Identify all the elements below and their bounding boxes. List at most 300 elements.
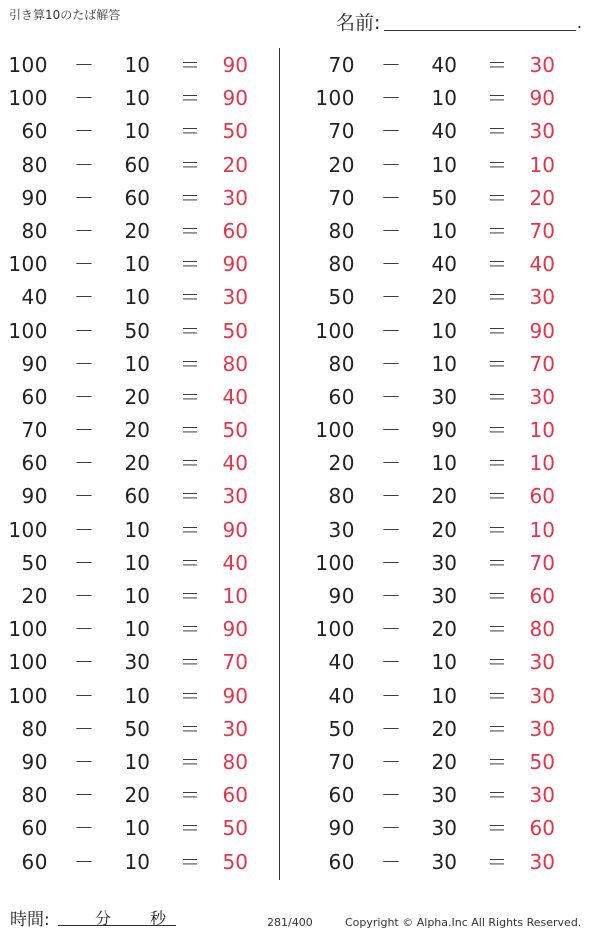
minuend: 20 (328, 152, 355, 177)
answer: 90 (222, 86, 248, 111)
minus-sign: － (74, 617, 94, 642)
answer: 70 (529, 550, 555, 575)
name-write-line (384, 30, 576, 31)
minuend: 50 (21, 550, 48, 575)
answer: 30 (529, 119, 555, 144)
answer: 70 (529, 351, 555, 376)
subtrahend: 10 (124, 617, 150, 642)
answer: 30 (529, 716, 555, 741)
subtrahend: 20 (124, 783, 150, 808)
minuend: 70 (21, 418, 48, 443)
equals-sign: ＝ (487, 783, 507, 808)
minus-sign: － (381, 86, 401, 111)
problem-row (8, 645, 263, 678)
equals-sign: ＝ (487, 683, 507, 708)
minuend: 60 (328, 384, 355, 409)
problem-row (315, 148, 570, 181)
problem-row (315, 546, 570, 579)
problem-row (315, 347, 570, 380)
problem-row (315, 513, 570, 546)
subtrahend: 10 (124, 816, 150, 841)
subtrahend: 10 (431, 218, 457, 243)
equals-sign: ＝ (487, 617, 507, 642)
equals-sign: ＝ (180, 351, 200, 376)
problem-row (315, 413, 570, 446)
minuend: 80 (21, 152, 48, 177)
equals-sign: ＝ (180, 484, 200, 509)
answer: 60 (529, 816, 555, 841)
answer: 50 (529, 749, 555, 774)
problem-row (315, 811, 570, 844)
minus-sign: － (74, 484, 94, 509)
minuend: 100 (315, 86, 355, 111)
answer: 40 (529, 252, 555, 277)
subtrahend: 20 (124, 418, 150, 443)
equals-sign: ＝ (180, 119, 200, 144)
problem-row (8, 579, 263, 612)
minus-sign: － (381, 716, 401, 741)
subtrahend: 40 (431, 119, 457, 144)
minuend: 50 (328, 285, 355, 310)
minuend: 40 (21, 285, 48, 310)
problem-row (8, 114, 263, 147)
equals-sign: ＝ (180, 783, 200, 808)
problem-row (8, 214, 263, 247)
subtrahend: 10 (124, 517, 150, 542)
time-label: 時間: (10, 910, 50, 930)
equals-sign: ＝ (487, 218, 507, 243)
subtrahend: 50 (431, 185, 457, 210)
subtrahend: 30 (431, 384, 457, 409)
subtrahend: 20 (431, 484, 457, 509)
problem-row (8, 81, 263, 114)
answer: 30 (222, 285, 248, 310)
equals-sign: ＝ (180, 318, 200, 343)
equals-sign: ＝ (180, 617, 200, 642)
minuend: 90 (328, 816, 355, 841)
equals-sign: ＝ (487, 418, 507, 443)
subtrahend: 10 (124, 550, 150, 575)
equals-sign: ＝ (487, 550, 507, 575)
equals-sign: ＝ (180, 384, 200, 409)
subtrahend: 50 (124, 716, 150, 741)
minus-sign: － (381, 119, 401, 144)
problem-row (315, 645, 570, 678)
equals-sign: ＝ (487, 584, 507, 608)
answer: 90 (222, 683, 248, 708)
seconds-unit: 秒 (150, 909, 167, 928)
equals-sign: ＝ (180, 185, 200, 210)
equals-sign: ＝ (487, 285, 507, 310)
answer: 90 (222, 252, 248, 277)
problem-row (8, 148, 263, 181)
problem-row (315, 778, 570, 811)
answer: 90 (222, 617, 248, 642)
minuend: 20 (328, 451, 355, 476)
minuend: 80 (328, 218, 355, 243)
equals-sign: ＝ (487, 650, 507, 675)
problem-row (8, 314, 263, 347)
answer: 30 (529, 683, 555, 708)
answer: 50 (222, 849, 248, 874)
answer: 60 (222, 783, 248, 808)
subtrahend: 10 (124, 351, 150, 376)
minus-sign: － (381, 816, 401, 841)
minus-sign: － (74, 716, 94, 741)
right-problem-column (315, 48, 570, 878)
minuend: 80 (21, 218, 48, 243)
equals-sign: ＝ (487, 252, 507, 277)
minuend: 60 (21, 119, 48, 144)
minus-sign: － (74, 152, 94, 177)
problem-row (8, 280, 263, 313)
subtrahend: 10 (124, 53, 150, 77)
answer: 30 (222, 716, 248, 741)
answer: 60 (529, 484, 555, 509)
subtrahend: 10 (124, 683, 150, 708)
minuend: 100 (8, 53, 48, 77)
equals-sign: ＝ (487, 351, 507, 376)
problem-row (315, 314, 570, 347)
answer: 90 (222, 517, 248, 542)
subtrahend: 10 (431, 351, 457, 376)
name-field-area (336, 8, 582, 32)
equals-sign: ＝ (487, 849, 507, 874)
problem-row (8, 679, 263, 712)
answer: 10 (529, 418, 555, 443)
equals-sign: ＝ (487, 816, 507, 841)
subtrahend: 50 (124, 318, 150, 343)
copyright-text: Copyright © Alpha.Inc All Rights Reserved. (345, 916, 582, 929)
minus-sign: － (74, 318, 94, 343)
minus-sign: － (74, 749, 94, 774)
minus-sign: － (74, 53, 94, 77)
subtrahend: 20 (124, 384, 150, 409)
subtrahend: 30 (431, 816, 457, 841)
equals-sign: ＝ (487, 86, 507, 111)
answer: 20 (529, 185, 555, 210)
minuend: 100 (8, 517, 48, 542)
answer: 50 (222, 119, 248, 144)
subtrahend: 30 (431, 550, 457, 575)
equals-sign: ＝ (180, 152, 200, 177)
minus-sign: － (381, 285, 401, 310)
minus-sign: － (74, 849, 94, 874)
answer: 70 (222, 650, 248, 675)
minuend: 80 (328, 484, 355, 509)
equals-sign: ＝ (180, 683, 200, 708)
minus-sign: － (381, 517, 401, 542)
minus-sign: － (381, 351, 401, 376)
subtrahend: 20 (124, 218, 150, 243)
subtrahend: 40 (431, 53, 457, 77)
equals-sign: ＝ (180, 218, 200, 243)
subtrahend: 10 (124, 849, 150, 874)
problem-row (8, 347, 263, 380)
minus-sign: － (381, 683, 401, 708)
name-label: 名前: (336, 12, 381, 34)
answer: 60 (222, 218, 248, 243)
answer: 10 (222, 584, 248, 608)
answer: 80 (222, 351, 248, 376)
minuend: 50 (328, 716, 355, 741)
subtrahend: 10 (124, 584, 150, 608)
minuend: 30 (328, 517, 355, 542)
equals-sign: ＝ (487, 119, 507, 144)
answer: 90 (222, 53, 248, 77)
left-problem-column (8, 48, 263, 878)
subtrahend: 10 (124, 86, 150, 111)
problem-row (8, 612, 263, 645)
problem-row (315, 712, 570, 745)
problem-row (315, 612, 570, 645)
problem-row (315, 679, 570, 712)
minus-sign: － (74, 185, 94, 210)
equals-sign: ＝ (487, 517, 507, 542)
minuend: 100 (8, 650, 48, 675)
minus-sign: － (381, 185, 401, 210)
problem-row (315, 114, 570, 147)
subtrahend: 10 (431, 318, 457, 343)
equals-sign: ＝ (487, 451, 507, 476)
answer: 90 (529, 318, 555, 343)
equals-sign: ＝ (487, 749, 507, 774)
subtrahend: 10 (124, 285, 150, 310)
equals-sign: ＝ (180, 584, 200, 608)
subtrahend: 20 (431, 749, 457, 774)
minuend: 100 (8, 318, 48, 343)
minus-sign: － (381, 849, 401, 874)
subtrahend: 10 (431, 650, 457, 675)
minus-sign: － (381, 584, 401, 608)
equals-sign: ＝ (180, 451, 200, 476)
subtrahend: 10 (431, 152, 457, 177)
minuend: 60 (21, 849, 48, 874)
problem-row (8, 479, 263, 512)
subtrahend: 60 (124, 185, 150, 210)
subtrahend: 30 (431, 584, 457, 608)
equals-sign: ＝ (180, 849, 200, 874)
answer: 80 (529, 617, 555, 642)
minuend: 100 (315, 418, 355, 443)
answer: 50 (222, 816, 248, 841)
minus-sign: － (74, 683, 94, 708)
problem-row (8, 745, 263, 778)
subtrahend: 10 (124, 252, 150, 277)
problem-row (8, 181, 263, 214)
equals-sign: ＝ (180, 418, 200, 443)
minuend: 80 (21, 716, 48, 741)
problem-row (8, 845, 263, 878)
answer: 10 (529, 517, 555, 542)
minuend: 100 (315, 617, 355, 642)
minuend: 100 (8, 617, 48, 642)
equals-sign: ＝ (487, 318, 507, 343)
answer: 30 (529, 384, 555, 409)
minuend: 40 (328, 650, 355, 675)
subtrahend: 10 (431, 451, 457, 476)
minus-sign: － (381, 484, 401, 509)
equals-sign: ＝ (180, 650, 200, 675)
minuend: 60 (21, 816, 48, 841)
minuend: 90 (21, 351, 48, 376)
problem-row (315, 181, 570, 214)
minus-sign: － (74, 119, 94, 144)
answer: 30 (222, 185, 248, 210)
equals-sign: ＝ (180, 86, 200, 111)
minus-sign: － (74, 86, 94, 111)
minus-sign: － (74, 451, 94, 476)
minus-sign: － (74, 550, 94, 575)
name-end-dot: . (576, 13, 582, 32)
minus-sign: － (381, 783, 401, 808)
minus-sign: － (381, 749, 401, 774)
problem-row (8, 413, 263, 446)
answer: 60 (529, 584, 555, 608)
answer: 40 (222, 384, 248, 409)
problem-row (8, 48, 263, 81)
equals-sign: ＝ (180, 252, 200, 277)
minus-sign: － (74, 584, 94, 608)
equals-sign: ＝ (180, 550, 200, 575)
problem-row (315, 81, 570, 114)
equals-sign: ＝ (180, 53, 200, 77)
subtrahend: 20 (124, 451, 150, 476)
column-divider (279, 48, 280, 880)
minuend: 70 (328, 749, 355, 774)
minuend: 60 (328, 783, 355, 808)
problem-row (8, 546, 263, 579)
minus-sign: － (74, 783, 94, 808)
answer: 30 (529, 285, 555, 310)
minuend: 90 (21, 749, 48, 774)
minus-sign: － (74, 285, 94, 310)
answer: 10 (529, 451, 555, 476)
problem-row (315, 48, 570, 81)
subtrahend: 30 (431, 783, 457, 808)
minuend: 90 (328, 584, 355, 608)
equals-sign: ＝ (180, 816, 200, 841)
answer: 20 (222, 152, 248, 177)
minus-sign: － (381, 152, 401, 177)
answer: 30 (529, 849, 555, 874)
minuend: 100 (315, 550, 355, 575)
minuend: 100 (8, 252, 48, 277)
equals-sign: ＝ (180, 716, 200, 741)
minuend: 90 (21, 185, 48, 210)
answer: 80 (222, 749, 248, 774)
subtrahend: 40 (431, 252, 457, 277)
minus-sign: － (74, 418, 94, 443)
minus-sign: － (381, 384, 401, 409)
minus-sign: － (381, 617, 401, 642)
minus-sign: － (381, 218, 401, 243)
minuend: 80 (21, 783, 48, 808)
equals-sign: ＝ (487, 384, 507, 409)
minus-sign: － (74, 351, 94, 376)
subtrahend: 90 (431, 418, 457, 443)
minuend: 80 (328, 252, 355, 277)
subtrahend: 20 (431, 285, 457, 310)
minuend: 40 (328, 683, 355, 708)
answer: 40 (222, 550, 248, 575)
page-title: 引き算10のたば解答 (9, 8, 121, 22)
problem-row (315, 380, 570, 413)
problem-row (315, 446, 570, 479)
equals-sign: ＝ (487, 185, 507, 210)
minuend: 70 (328, 53, 355, 77)
minus-sign: － (381, 53, 401, 77)
subtrahend: 10 (431, 683, 457, 708)
minuend: 100 (8, 683, 48, 708)
answer: 30 (529, 783, 555, 808)
minuend: 100 (8, 86, 48, 111)
answer: 50 (222, 418, 248, 443)
problem-row (315, 214, 570, 247)
subtrahend: 60 (124, 484, 150, 509)
minus-sign: － (381, 318, 401, 343)
minus-sign: － (74, 517, 94, 542)
problem-row (315, 247, 570, 280)
answer: 40 (222, 451, 248, 476)
problem-row (8, 712, 263, 745)
problem-row (8, 513, 263, 546)
minus-sign: － (381, 550, 401, 575)
answer: 30 (529, 53, 555, 77)
equals-sign: ＝ (180, 517, 200, 542)
problem-row (8, 811, 263, 844)
minus-sign: － (74, 816, 94, 841)
problem-row (315, 280, 570, 313)
minus-sign: － (381, 418, 401, 443)
problem-row (8, 778, 263, 811)
equals-sign: ＝ (180, 749, 200, 774)
problem-row (8, 247, 263, 280)
minus-sign: － (381, 451, 401, 476)
subtrahend: 30 (124, 650, 150, 675)
answer: 70 (529, 218, 555, 243)
page-number: 281/400 (267, 916, 313, 929)
subtrahend: 20 (431, 517, 457, 542)
problem-row (8, 380, 263, 413)
equals-sign: ＝ (487, 53, 507, 77)
problem-row (315, 579, 570, 612)
minus-sign: － (74, 252, 94, 277)
equals-sign: ＝ (180, 285, 200, 310)
minuend: 60 (21, 384, 48, 409)
subtrahend: 10 (124, 119, 150, 144)
minus-sign: － (381, 252, 401, 277)
subtrahend: 10 (431, 86, 457, 111)
minuend: 20 (21, 584, 48, 608)
subtrahend: 20 (431, 716, 457, 741)
subtrahend: 60 (124, 152, 150, 177)
minuend: 90 (21, 484, 48, 509)
problem-row (8, 446, 263, 479)
minutes-unit: 分 (95, 909, 112, 928)
problem-row (315, 479, 570, 512)
minuend: 100 (315, 318, 355, 343)
equals-sign: ＝ (487, 716, 507, 741)
equals-sign: ＝ (487, 484, 507, 509)
equals-sign: ＝ (487, 152, 507, 177)
subtrahend: 10 (124, 749, 150, 774)
answer: 90 (529, 86, 555, 111)
minuend: 60 (328, 849, 355, 874)
minus-sign: － (381, 650, 401, 675)
answer: 30 (222, 484, 248, 509)
answer: 50 (222, 318, 248, 343)
